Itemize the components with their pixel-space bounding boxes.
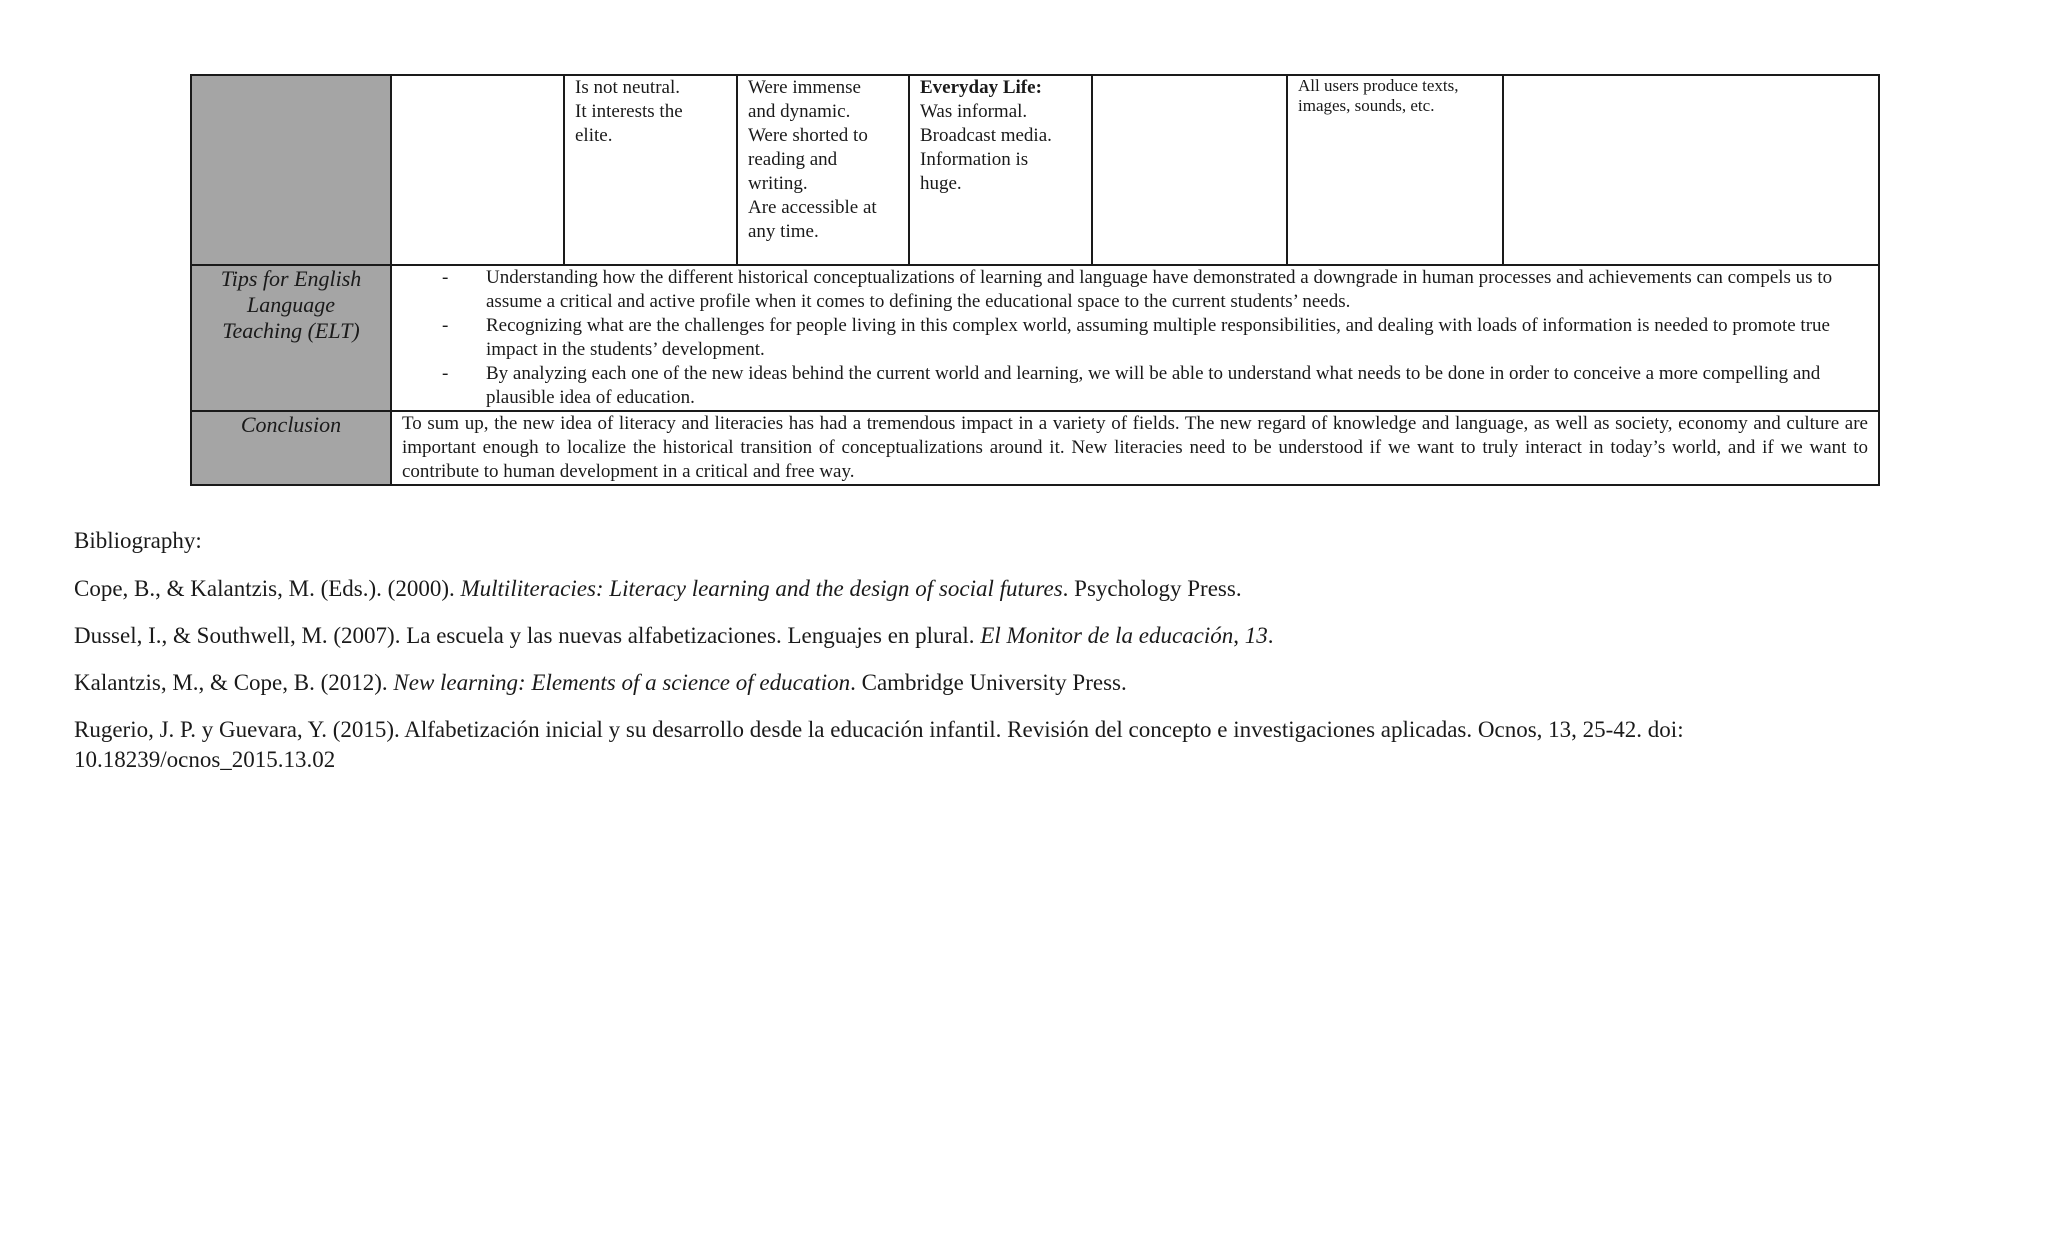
table-cell-col4: Were immense and dynamic. Were shorted to reading and writing. Are accessible at any time. (737, 75, 909, 265)
table-cell-empty (1092, 75, 1287, 265)
bibliography-entry: Cope, B., & Kalantzis, M. (Eds.). (2000). Multiliteracies: Literacy learning and the design of social futures. Psychology Press. (74, 576, 1242, 601)
everyday-life-heading: Everyday Life: (920, 77, 1042, 98)
conclusion-text: To sum up, the new idea of literacy and literacies has had a tremendous impact in a variety of fields. The new regard of knowledge and language, as well as society, economy and culture are important enough to localize the historical transition of conceptualizations around it. New literacies need to be understood if we want to truly interact in today’s world, and if we want to contribute to human development in a critical and free way. (391, 411, 1879, 485)
row-header-conclusion: Conclusion (191, 411, 391, 485)
tip-item: - Understanding how the different historical conceptualizations of learning and language have demonstrated a downgrade in human processes and achievements can compels us to assume a critical and active profile when it comes to defining the educational space to the current students’ needs. (442, 267, 1833, 312)
bibliography-entry: Rugerio, J. P. y Guevara, Y. (2015). Alfabetización inicial y su desarrollo desde la educación infantil. Revisión del concepto e investigaciones aplicadas. Ocnos, 13, 25-42. doi: 10.18239/ocnos_2015.13.02 (74, 717, 1684, 772)
table-row-tips (191, 265, 1879, 411)
comparison-table (190, 74, 1880, 486)
table-cell-empty (391, 75, 564, 265)
bibliography-entry: Dussel, I., & Southwell, M. (2007). La escuela y las nuevas alfabetizaciones. Lenguajes en plural. El Monitor de la educación, 13. (74, 623, 1274, 648)
row-header-tips: Tips for English Language Teaching (ELT) (191, 265, 391, 411)
table-row-continuation (191, 75, 1879, 265)
bibliography-heading: Bibliography: (74, 528, 202, 553)
bibliography (74, 526, 1824, 792)
bibliography-entry: Kalantzis, M., & Cope, B. (2012). New learning: Elements of a science of education. Cambridge University Press. (74, 670, 1127, 695)
bullet-dash: - (442, 267, 449, 288)
tip-item: - Recognizing what are the challenges for people living in this complex world, assuming multiple responsibilities, and dealing with loads of information is needed to promote true impact in the students’ development. (442, 315, 1830, 360)
bullet-dash: - (442, 363, 449, 384)
table-cell-col5: Everyday Life: Was informal. Broadcast media. Information is huge. (909, 75, 1092, 265)
table-row-conclusion (191, 411, 1879, 485)
table-cell-empty (1503, 75, 1879, 265)
bullet-dash: - (442, 315, 449, 336)
row-header-empty (191, 75, 391, 265)
table-cell-col7: All users produce texts, images, sounds, etc. (1287, 75, 1503, 265)
tips-list (402, 266, 1868, 410)
table-cell-col3: Is not neutral. It interests the elite. (564, 75, 737, 265)
tips-cell (391, 265, 1879, 411)
tip-item: - By analyzing each one of the new ideas behind the current world and learning, we will be able to understand what needs to be done in order to conceive a more compelling and plausible idea of education. (442, 363, 1821, 408)
